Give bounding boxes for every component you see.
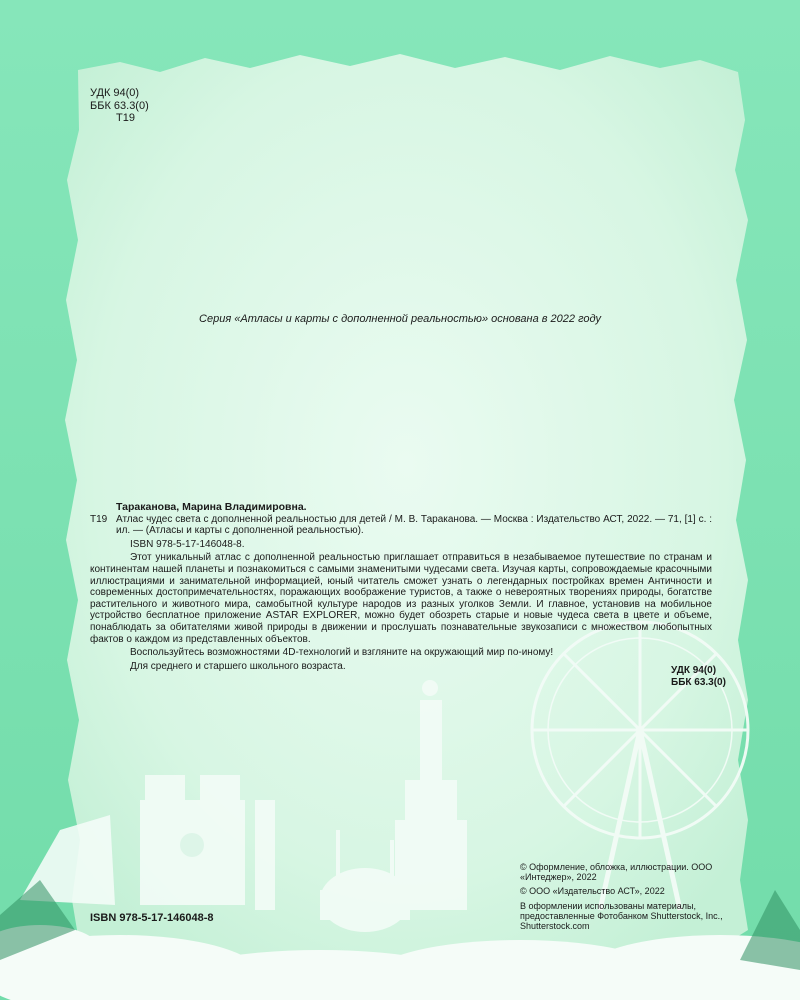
isbn-bottom: ISBN 978-5-17-146048-8 (90, 912, 214, 924)
catalog-biblio (90, 513, 712, 537)
author-mark: Т19 (116, 112, 135, 124)
series-note: Серия «Атласы и карты с дополненной реальностью» основана в 2022 году (199, 313, 601, 325)
udc-header (90, 87, 149, 125)
catalog-code: Т19 (90, 513, 108, 525)
catalog-record (90, 502, 712, 672)
catalog-author: Тараканова, Марина Владимировна. (116, 501, 307, 513)
catalog-age: Для среднего и старшего школьного возраста. (130, 660, 346, 672)
copyright-credits (520, 862, 755, 935)
udc-block-udc: УДК 94(0) (671, 665, 717, 676)
catalog-cta: Воспользуйтесь возможностями 4D-технологий и взгляните на окружающий мир по-иному! (130, 647, 554, 659)
catalog-biblio-text: Атлас чудес света с дополненной реальностью для детей / М. В. Тараканова. — Москва : Издательство АСТ, 2022. — 71, [1] с. : ил. — (Атласы и карты с дополненной реальностью). (116, 513, 712, 537)
catalog-annotation: Этот уникальный атлас с дополненной реальностью приглашает отправиться в незабываемое путешествие по странам и континентам нашей планеты и познакомиться с самыми знаменитыми чудесами света. Изучая карты, сопровождаемые красочными иллюстрациями и занимательной информацией, юный читатель сможет узнать о легендарных постройках времен Античности и современных достопримечательностях, поражающих воображение туристов, а также о невероятных творениях природы, богатстве растительного и животного мира, самобытной культуре народов из разных уголков Земли. И главное, установив на мобильное устройство бесплатное приложение ASTAR EXPLORER, можно будет обозреть старые и новые чудеса света в цвете и объеме, понаблюдать за обитателями живой природы в движении и прослушать познавательные звукозаписи с множеством любопытных фактов о каждом из представленных объектов. (90, 552, 712, 645)
udc-block-bbk: ББК 63.3(0) (671, 677, 726, 688)
credit-publisher: © ООО «Издательство АСТ», 2022 (520, 886, 665, 897)
credit-shutterstock: В оформлении использованы материалы, предоставленные Фотобанком Shutterstock, Inc., Shutterstock.com (520, 900, 723, 932)
udc-block (671, 665, 726, 689)
credit-design: © Оформление, обложка, иллюстрации. ООО «Интеджер», 2022 (520, 862, 713, 883)
catalog-isbn: ISBN 978-5-17-146048-8. (130, 538, 245, 550)
udc-code: УДК 94(0) (90, 87, 140, 99)
bbk-code: ББК 63.3(0) (90, 99, 149, 112)
